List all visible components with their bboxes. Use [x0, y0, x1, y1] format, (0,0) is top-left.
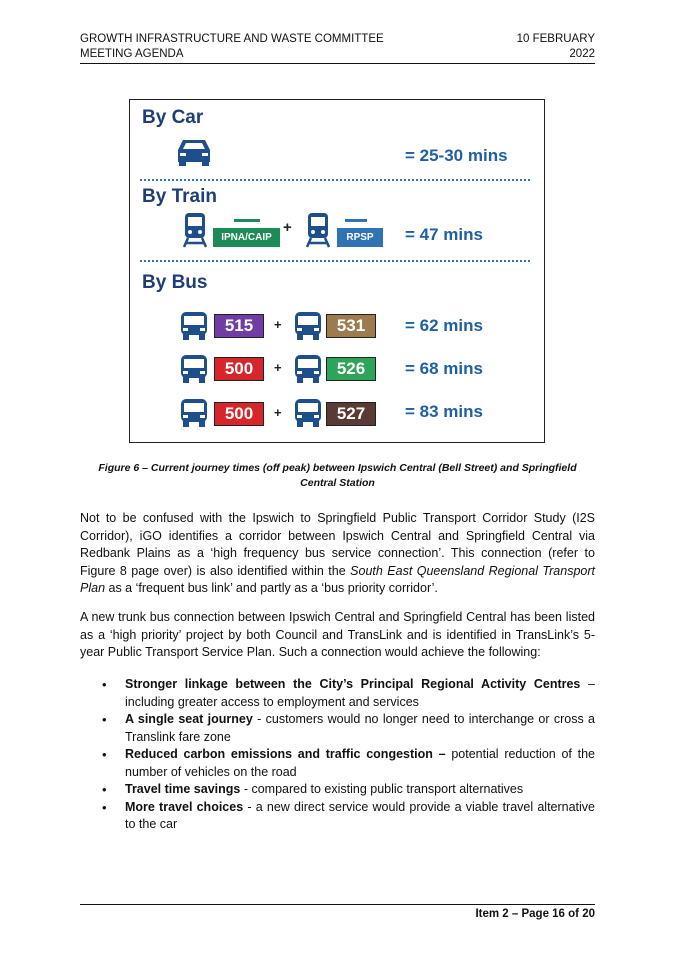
bus-plus: +	[274, 405, 282, 420]
page-header	[80, 32, 595, 62]
bus-route-515: 515	[214, 314, 264, 338]
benefits-list	[80, 676, 595, 834]
train-time: = 47 mins	[405, 225, 483, 244]
paragraph-text: Not to be confused with the Ipswich to Springfield Public Transport Corridor Study (I2S Corridor), iGO identifies a corridor between Ipswich Central and Springfield Central via Redbank Plains as a ‘high frequency bus service connection’. This connection (refer to Figure 8 page over) is also identified within the	[80, 511, 595, 578]
bullet-heading: A single seat journey	[125, 712, 253, 726]
journey-times-figure	[129, 99, 545, 443]
paragraph-corridor	[80, 510, 595, 598]
bullet-text: potential reduction of the number of vehicles on the road	[125, 747, 596, 779]
footer-rule	[80, 904, 595, 905]
header-left	[80, 32, 384, 62]
paragraph-text: as a ‘frequent bus link’ and partly as a ‘bus priority corridor’.	[105, 581, 438, 595]
meeting-year: 2022	[569, 48, 595, 60]
header-rule	[80, 63, 595, 64]
bullet-glyph: •	[102, 747, 107, 762]
train-plus: +	[283, 219, 292, 236]
paragraph-trunk-bus: A new trunk bus connection between Ipswich Central and Springfield Central has been listed as a ‘high priority’ project by both Council and TransLink and is identified in TransLink’s 5-year Public Transport Service Plan. Such a connection would achieve the following:	[80, 610, 595, 659]
car-icon	[175, 137, 213, 167]
rpsp-line-marker	[345, 219, 367, 222]
list-item	[80, 746, 595, 781]
bus-time-68: = 68 mins	[405, 359, 483, 378]
list-item	[80, 711, 595, 746]
bus-route-500: 500	[214, 402, 264, 426]
by-bus-title: By Bus	[142, 272, 208, 293]
ipna-caip-badge: IPNA/CAIP	[213, 228, 280, 247]
bullet-glyph: •	[102, 799, 107, 815]
bullet-glyph: •	[102, 712, 107, 727]
bus-icon	[179, 311, 209, 341]
train-icon-2	[306, 212, 330, 248]
bullet-text: - customers would no longer need to interchange or cross a Translink fare zone	[125, 712, 595, 744]
by-car-title: By Car	[142, 107, 204, 128]
train-icon-1	[183, 212, 207, 248]
meeting-date: 10 FEBRUARY	[516, 33, 595, 45]
bus-plus: +	[274, 360, 282, 375]
bullet-text: - a new direct service would provide a viable travel alternative to the car	[125, 799, 596, 831]
bus-icon	[293, 311, 323, 341]
bus-time-62: = 62 mins	[405, 316, 483, 335]
document-type: MEETING AGENDA	[80, 48, 184, 60]
bullet-heading: Travel time savings	[125, 782, 241, 796]
bullet-heading: Reduced carbon emissions and traffic congestion –	[125, 747, 446, 761]
bullet-heading: Stronger linkage between the City’s Principal Regional Activity Centres	[125, 677, 581, 691]
bus-route-500: 500	[214, 357, 264, 381]
bus-plus: +	[274, 317, 282, 332]
bus-icon	[179, 398, 209, 428]
bullet-heading: More travel choices	[125, 799, 244, 814]
bullet-text: - compared to existing public transport alternatives	[240, 782, 524, 796]
by-train-title: By Train	[142, 186, 217, 207]
bullet-text: – including greater access to employment and services	[125, 677, 595, 709]
car-time: = 25-30 mins	[405, 146, 508, 165]
bus-icon	[179, 354, 209, 384]
list-item	[80, 781, 595, 799]
divider-train-bus	[140, 260, 530, 262]
figure-caption: Figure 6 – Current journey times (off peak) between Ipswich Central (Bell Street) and Springfield Central Station	[98, 462, 577, 489]
page-footer: Item 2 – Page 16 of 20	[475, 908, 595, 920]
list-item	[80, 799, 595, 834]
bullet-glyph: •	[102, 677, 107, 692]
bus-route-531: 531	[326, 314, 376, 338]
committee-name: GROWTH INFRASTRUCTURE AND WASTE COMMITTEE	[80, 33, 384, 45]
bus-icon	[293, 398, 323, 428]
divider-car-train	[140, 179, 530, 181]
plan-title: South East Queensland Regional Transport Plan	[80, 563, 595, 595]
bus-time-83: = 83 mins	[405, 402, 483, 421]
bus-icon	[293, 354, 323, 384]
header-right	[517, 32, 595, 62]
bus-route-527: 527	[326, 402, 376, 426]
rpsp-badge: RPSP	[337, 228, 383, 247]
bullet-glyph: •	[102, 782, 107, 797]
ipna-line-marker	[234, 219, 260, 222]
bus-route-526: 526	[326, 357, 376, 381]
list-item	[80, 676, 595, 711]
